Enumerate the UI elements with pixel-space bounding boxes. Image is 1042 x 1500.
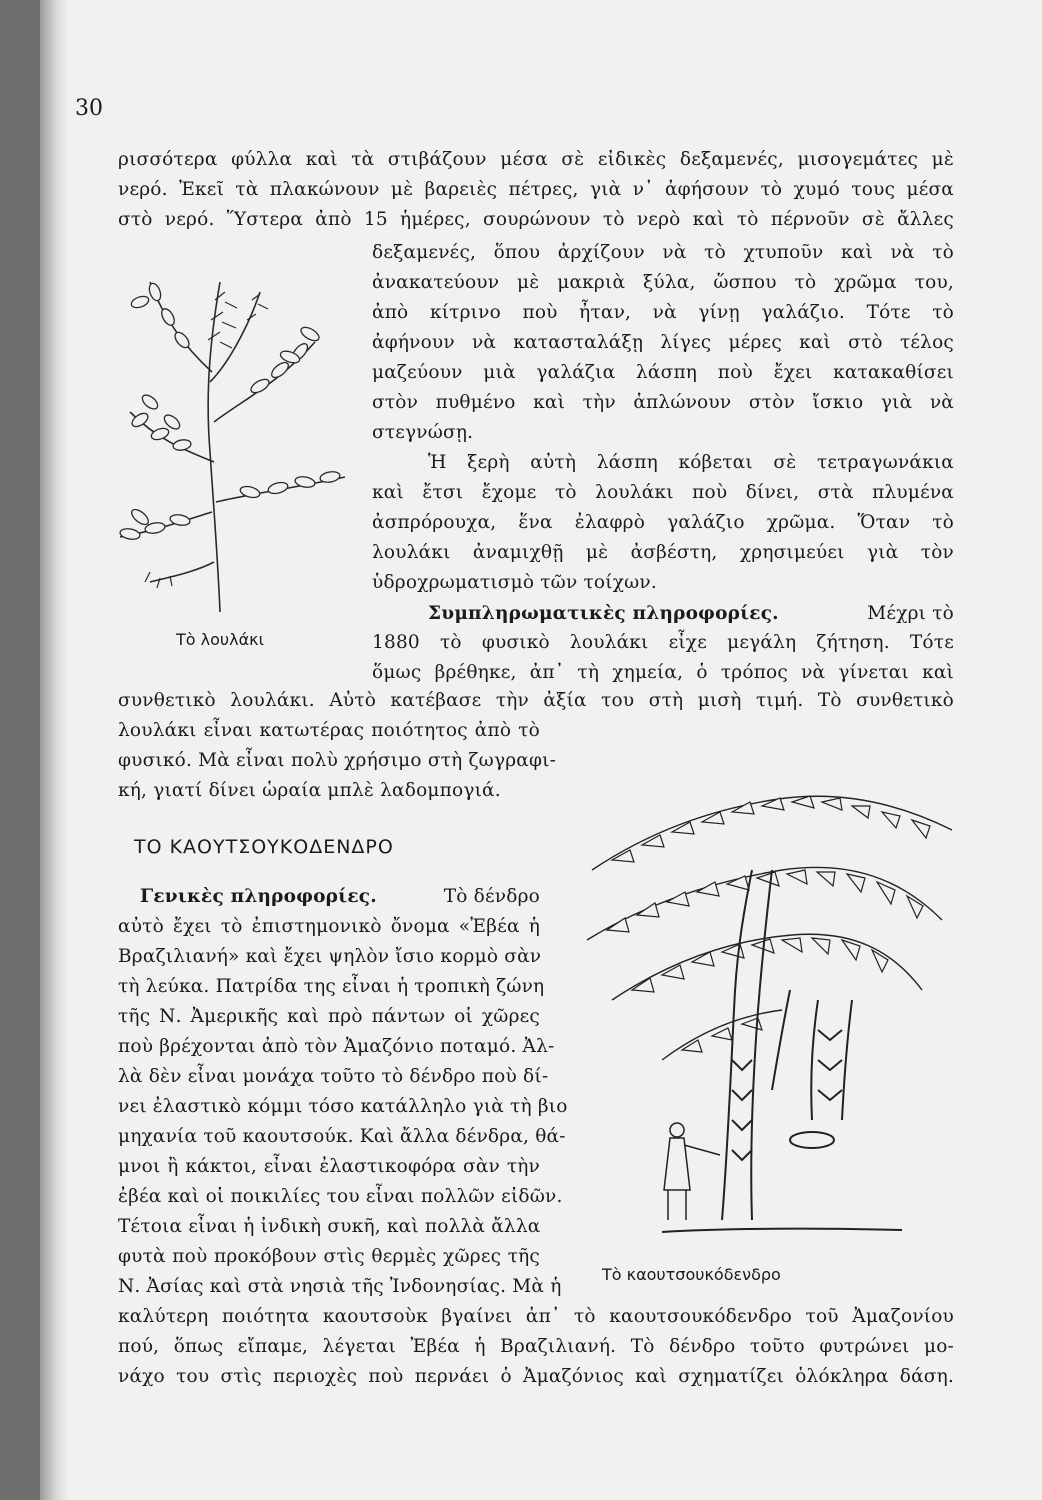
text-line: ἀπὸ κίτρινο ποὺ ἦταν, νὰ γίνῃ γαλάζιο. Τότε τὸ <box>372 302 954 323</box>
general-heading: Γενικὲς πληροφορίες. <box>140 886 377 907</box>
page-binding-shadow <box>40 0 68 1500</box>
text-line: ἐβέα καὶ οἱ ποικιλίες του εἶναι πολλῶν εἰδῶν. <box>118 1186 563 1207</box>
text-line: μνοι ἢ κάκτοι, εἶναι ἐλαστικοφόρα σὰν τὴν <box>118 1156 540 1177</box>
text-line: νάχο του στὶς περιοχὲς ποὺ περνάει ὁ Ἀμαζόνιος καὶ σχηματίζει ὁλόκληρα δάση. <box>118 1366 954 1387</box>
left-column-paragraph <box>118 912 568 1302</box>
bottom-paragraph <box>118 1302 954 1392</box>
text-line: κή, γιατί δίνει ὡραία μπλὲ λαδομπογιά. <box>118 780 501 801</box>
text-line: Τέτοια εἶναι ἡ ἰνδικὴ συκῆ, καὶ πολλὰ ἄλλα <box>118 1216 541 1237</box>
text-line: συνθετικὸ λουλάκι. Αὐτὸ κατέβασε τὴν ἀξία του στὴ μισὴ τιμή. Τὸ συνθετικὸ <box>118 690 954 711</box>
full-width-line-block <box>118 686 954 716</box>
text-line: ρισσότερα φύλλα καὶ τὰ στιβάζουν μέσα σὲ εἰδικὲς δεξαμενές, μισογεμάτες μὲ <box>118 149 954 170</box>
left-short-paragraph <box>118 716 557 806</box>
top-paragraph <box>118 145 954 235</box>
text-line: καλύτερη ποιότητα καουτσοὺκ βγαίνει ἀπ᾽ τὸ καουτσουκόδενδρο τοῦ Ἀμαζονίου <box>118 1306 954 1327</box>
page-number: 30 <box>75 96 103 121</box>
text-line: μαζεύουν μιὰ γαλάζια λάσπη ποὺ ἔχει κατακαθίσει <box>372 362 954 383</box>
supplementary-heading: Συμπληρωματικὲς πληροφορίες. <box>428 603 779 624</box>
text-line: νερό. Ἐκεῖ τὰ πλακώνουν μὲ βαρειὲς πέτρες, γιὰ ν᾽ ἀφήσουν τὸ χυμό τους μέσα <box>118 179 954 200</box>
text-line: ἀσπρόρουχα, ἕνα ἐλαφρὸ γαλάζιο χρῶμα. Ὅταν τὸ <box>372 512 954 533</box>
text-line: μηχανία τοῦ καουτσούκ. Καὶ ἄλλα δένδρα, θά- <box>118 1126 566 1147</box>
right-column-paragraph-2 <box>372 628 954 688</box>
text-line: ὑδροχρωματισμὸ τῶν τοίχων. <box>372 572 657 593</box>
text-line: φυτὰ ποὺ προκόβουν στὶς θερμὲς χῶρες τῆς <box>118 1246 540 1267</box>
supplementary-line <box>428 599 954 629</box>
text-line: Ἡ ξερὴ αὐτὴ λάσπη κόβεται σὲ τετραγωνάκια <box>428 452 954 473</box>
text-line: 1880 τὸ φυσικὸ λουλάκι εἶχε μεγάλη ζήτηση. Τότε <box>372 632 954 653</box>
text-line: ἀφήνουν νὰ κατασταλάξῃ λίγες μέρες καὶ στὸ τέλος <box>372 332 954 353</box>
general-rest: Τὸ δένδρο <box>443 886 540 907</box>
text-line: πού, ὅπως εἴπαμε, λέγεται Ἐβέα ἡ Βραζιλιανή. Τὸ δένδρο τοῦτο φυτρώνει μο- <box>118 1336 954 1357</box>
text-line: ἀνακατεύουν μὲ μακριὰ ξύλα, ὥσπου τὸ χρῶμα του, <box>372 272 954 293</box>
text-line: Ν. Ἀσίας καὶ στὰ νησιὰ τῆς Ἰνδονησίας. Μὰ ἡ <box>118 1276 562 1297</box>
text-line: φυσικό. Μὰ εἶναι πολὺ χρήσιμο στὴ ζωγραφι- <box>118 750 557 771</box>
text-line: δεξαμενές, ὅπου ἀρχίζουν νὰ τὸ χτυποῦν καὶ νὰ τὸ <box>372 242 954 263</box>
text-line: ὅμως βρέθηκε, ἀπ᾽ τὴ χημεία, ὁ τρόπος νὰ γίνεται καὶ <box>372 662 954 683</box>
text-line: τῆς Ν. Ἀμερικῆς καὶ πρὸ πάντων οἱ χῶρες <box>118 1006 540 1027</box>
text-line: τὴ λεύκα. Πατρίδα της εἶναι ἡ τροπικὴ ζώνη <box>118 976 545 997</box>
rubber-tree-illustration <box>572 760 962 1240</box>
text-line: καὶ ἔτσι ἔχομε τὸ λουλάκι ποὺ δίνει, στὰ πλυμένα <box>372 482 954 503</box>
indigo-plant-illustration <box>110 262 360 622</box>
text-line: στὸν πυθμένο καὶ τὴν ἁπλώνουν στὸν ἴσκιο γιὰ νὰ <box>372 392 954 413</box>
text-line: λουλάκι εἶναι κατωτέρας ποιότητος ἀπὸ τὸ <box>118 720 540 741</box>
text-line: νει ἐλαστικὸ κόμμι τόσο κατάλληλο γιὰ τὴ βιο <box>118 1096 568 1117</box>
section-title: ΤΟ ΚΑΟΥΤΣΟΥΚΟΔΕΝΔΡΟ <box>134 836 394 858</box>
text-line: αὐτὸ ἔχει τὸ ἐπιστημονικὸ ὄνομα «Ἐβέα ἡ <box>118 916 540 937</box>
text-line: λουλάκι ἀναμιχθῇ μὲ ἀσβέστη, χρησιμεύει γιὰ τὸν <box>372 542 954 563</box>
text-line: στεγνώσῃ. <box>372 422 474 443</box>
supplementary-rest: Μέχρι τὸ <box>867 603 954 624</box>
indigo-caption: Τὸ λουλάκι <box>176 630 265 649</box>
text-line: ποὺ βρέχονται ἀπὸ τὸν Ἀμαζόνιο ποταμό. Ἀλ- <box>118 1036 555 1057</box>
text-line: στὸ νερό. Ὕστερα ἀπὸ 15 ἡμέρες, σουρώνουν τὸ νερὸ καὶ τὸ πέρνοῦν σὲ ἄλλες <box>118 209 954 230</box>
rubber-tree-caption: Τὸ καουτσουκόδενδρο <box>602 1265 781 1284</box>
text-line: λὰ δὲν εἶναι μονάχα τοῦτο τὸ δένδρο ποὺ δί- <box>118 1066 549 1087</box>
text-line: Βραζιλιανή» καὶ ἔχει ψηλὸν ἴσιο κορμὸ σὰν <box>118 946 542 967</box>
right-column-paragraph <box>372 238 954 598</box>
general-info-line <box>140 882 540 912</box>
